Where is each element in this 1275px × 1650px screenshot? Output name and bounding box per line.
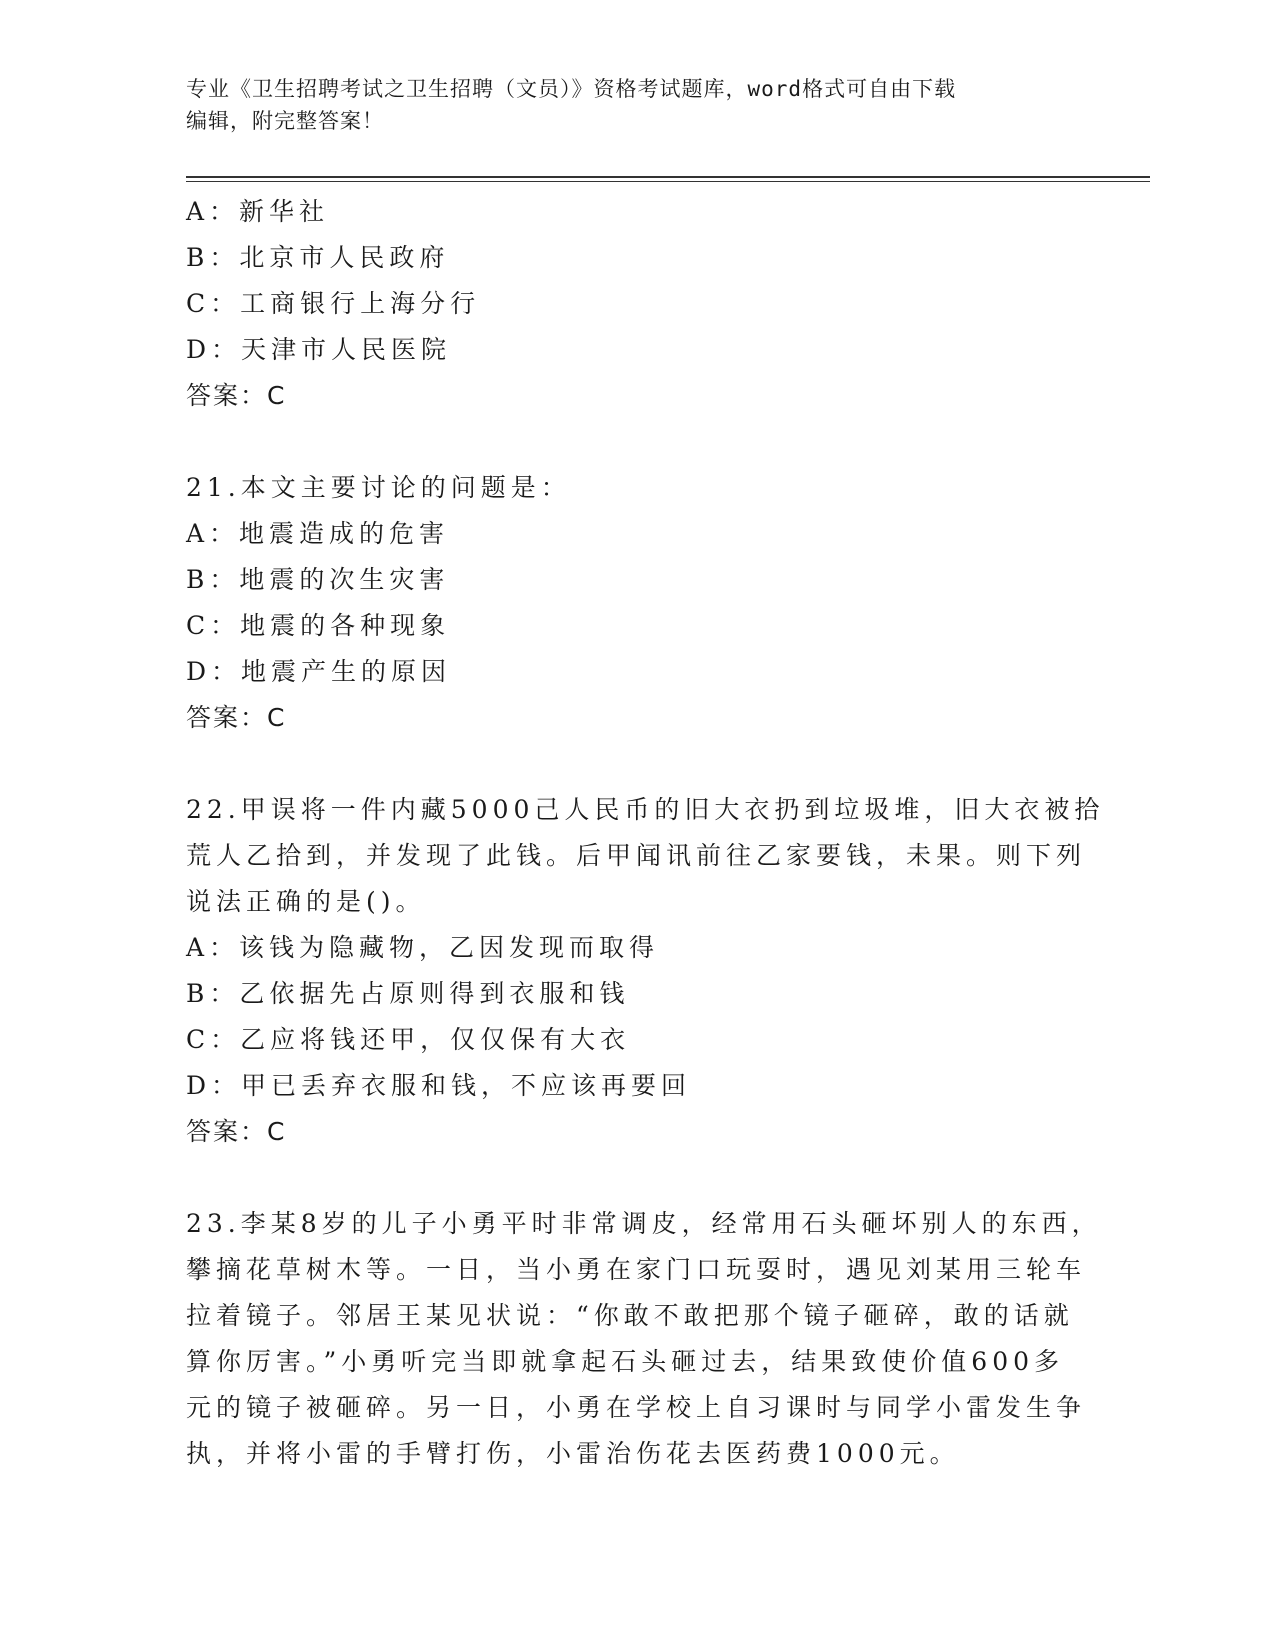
spacer	[186, 1155, 1066, 1201]
option-b: B：地震的次生灾害	[186, 565, 450, 594]
question-stem-line: 23.李某8岁的儿子小勇平时非常调皮，经常用石头砸坏别人的东西，	[186, 1209, 1102, 1238]
option-b: B：乙依据先占原则得到衣服和钱	[186, 979, 630, 1008]
option-b: B：北京市人民政府	[186, 243, 450, 272]
option-d: D：甲已丢弃衣服和钱，不应该再要回	[186, 1071, 692, 1100]
option-c: C：地震的各种现象	[186, 611, 451, 640]
page-header	[186, 73, 1066, 137]
question-23	[186, 1201, 1102, 1477]
option-c: C：乙应将钱还甲，仅仅保有大衣	[186, 1025, 631, 1054]
spacer	[186, 741, 1066, 787]
option-c: C：工商银行上海分行	[186, 289, 481, 318]
header-line-1: 专业《卫生招聘考试之卫生招聘（文员）》资格考试题库，word格式可自由下载	[186, 77, 957, 101]
question-22	[186, 787, 1105, 1155]
question-stem-line: 22.甲误将一件内藏5000己人民币的旧大衣扔到垃圾堆，旧大衣被拾	[186, 795, 1105, 824]
header-rule-thick	[186, 176, 1150, 178]
header-line-2: 编辑，附完整答案！	[186, 109, 384, 133]
question-stem-line: 算你厉害。”小勇听完当即就拿起石头砸过去，结果致使价值600多	[186, 1347, 1065, 1376]
option-d: D：地震产生的原因	[186, 657, 452, 686]
question-stem-line: 荒人乙拾到，并发现了此钱。后甲闻讯前往乙家要钱，未果。则下列	[186, 841, 1087, 870]
option-a: A：地震造成的危害	[186, 519, 450, 548]
question-stem-line: 拉着镜子。邻居王某见状说：“你敢不敢把那个镜子砸碎，敢的话就	[186, 1301, 1074, 1330]
question-20	[186, 189, 1066, 419]
question-stem-line: 执，并将小雷的手臂打伤，小雷治伤花去医药费1000元。	[186, 1439, 960, 1468]
question-21	[186, 465, 1066, 741]
option-a: A：新华社	[186, 197, 330, 226]
question-stem: 21.本文主要讨论的问题是：	[186, 473, 571, 502]
answer-line: 答案：C	[186, 1117, 287, 1146]
answer-line: 答案：C	[186, 381, 287, 410]
option-a: A：该钱为隐藏物，乙因发现而取得	[186, 933, 660, 962]
spacer	[186, 419, 1066, 465]
document-body	[186, 189, 1105, 1477]
question-stem-line: 元的镜子被砸碎。另一日，小勇在学校上自习课时与同学小雷发生争	[186, 1393, 1087, 1422]
header-rule-thin	[186, 181, 1150, 182]
option-d: D：天津市人民医院	[186, 335, 452, 364]
question-stem-line: 说法正确的是()。	[186, 887, 426, 916]
question-stem-line: 攀摘花草树木等。一日，当小勇在家门口玩耍时，遇见刘某用三轮车	[186, 1255, 1087, 1284]
answer-line: 答案：C	[186, 703, 287, 732]
